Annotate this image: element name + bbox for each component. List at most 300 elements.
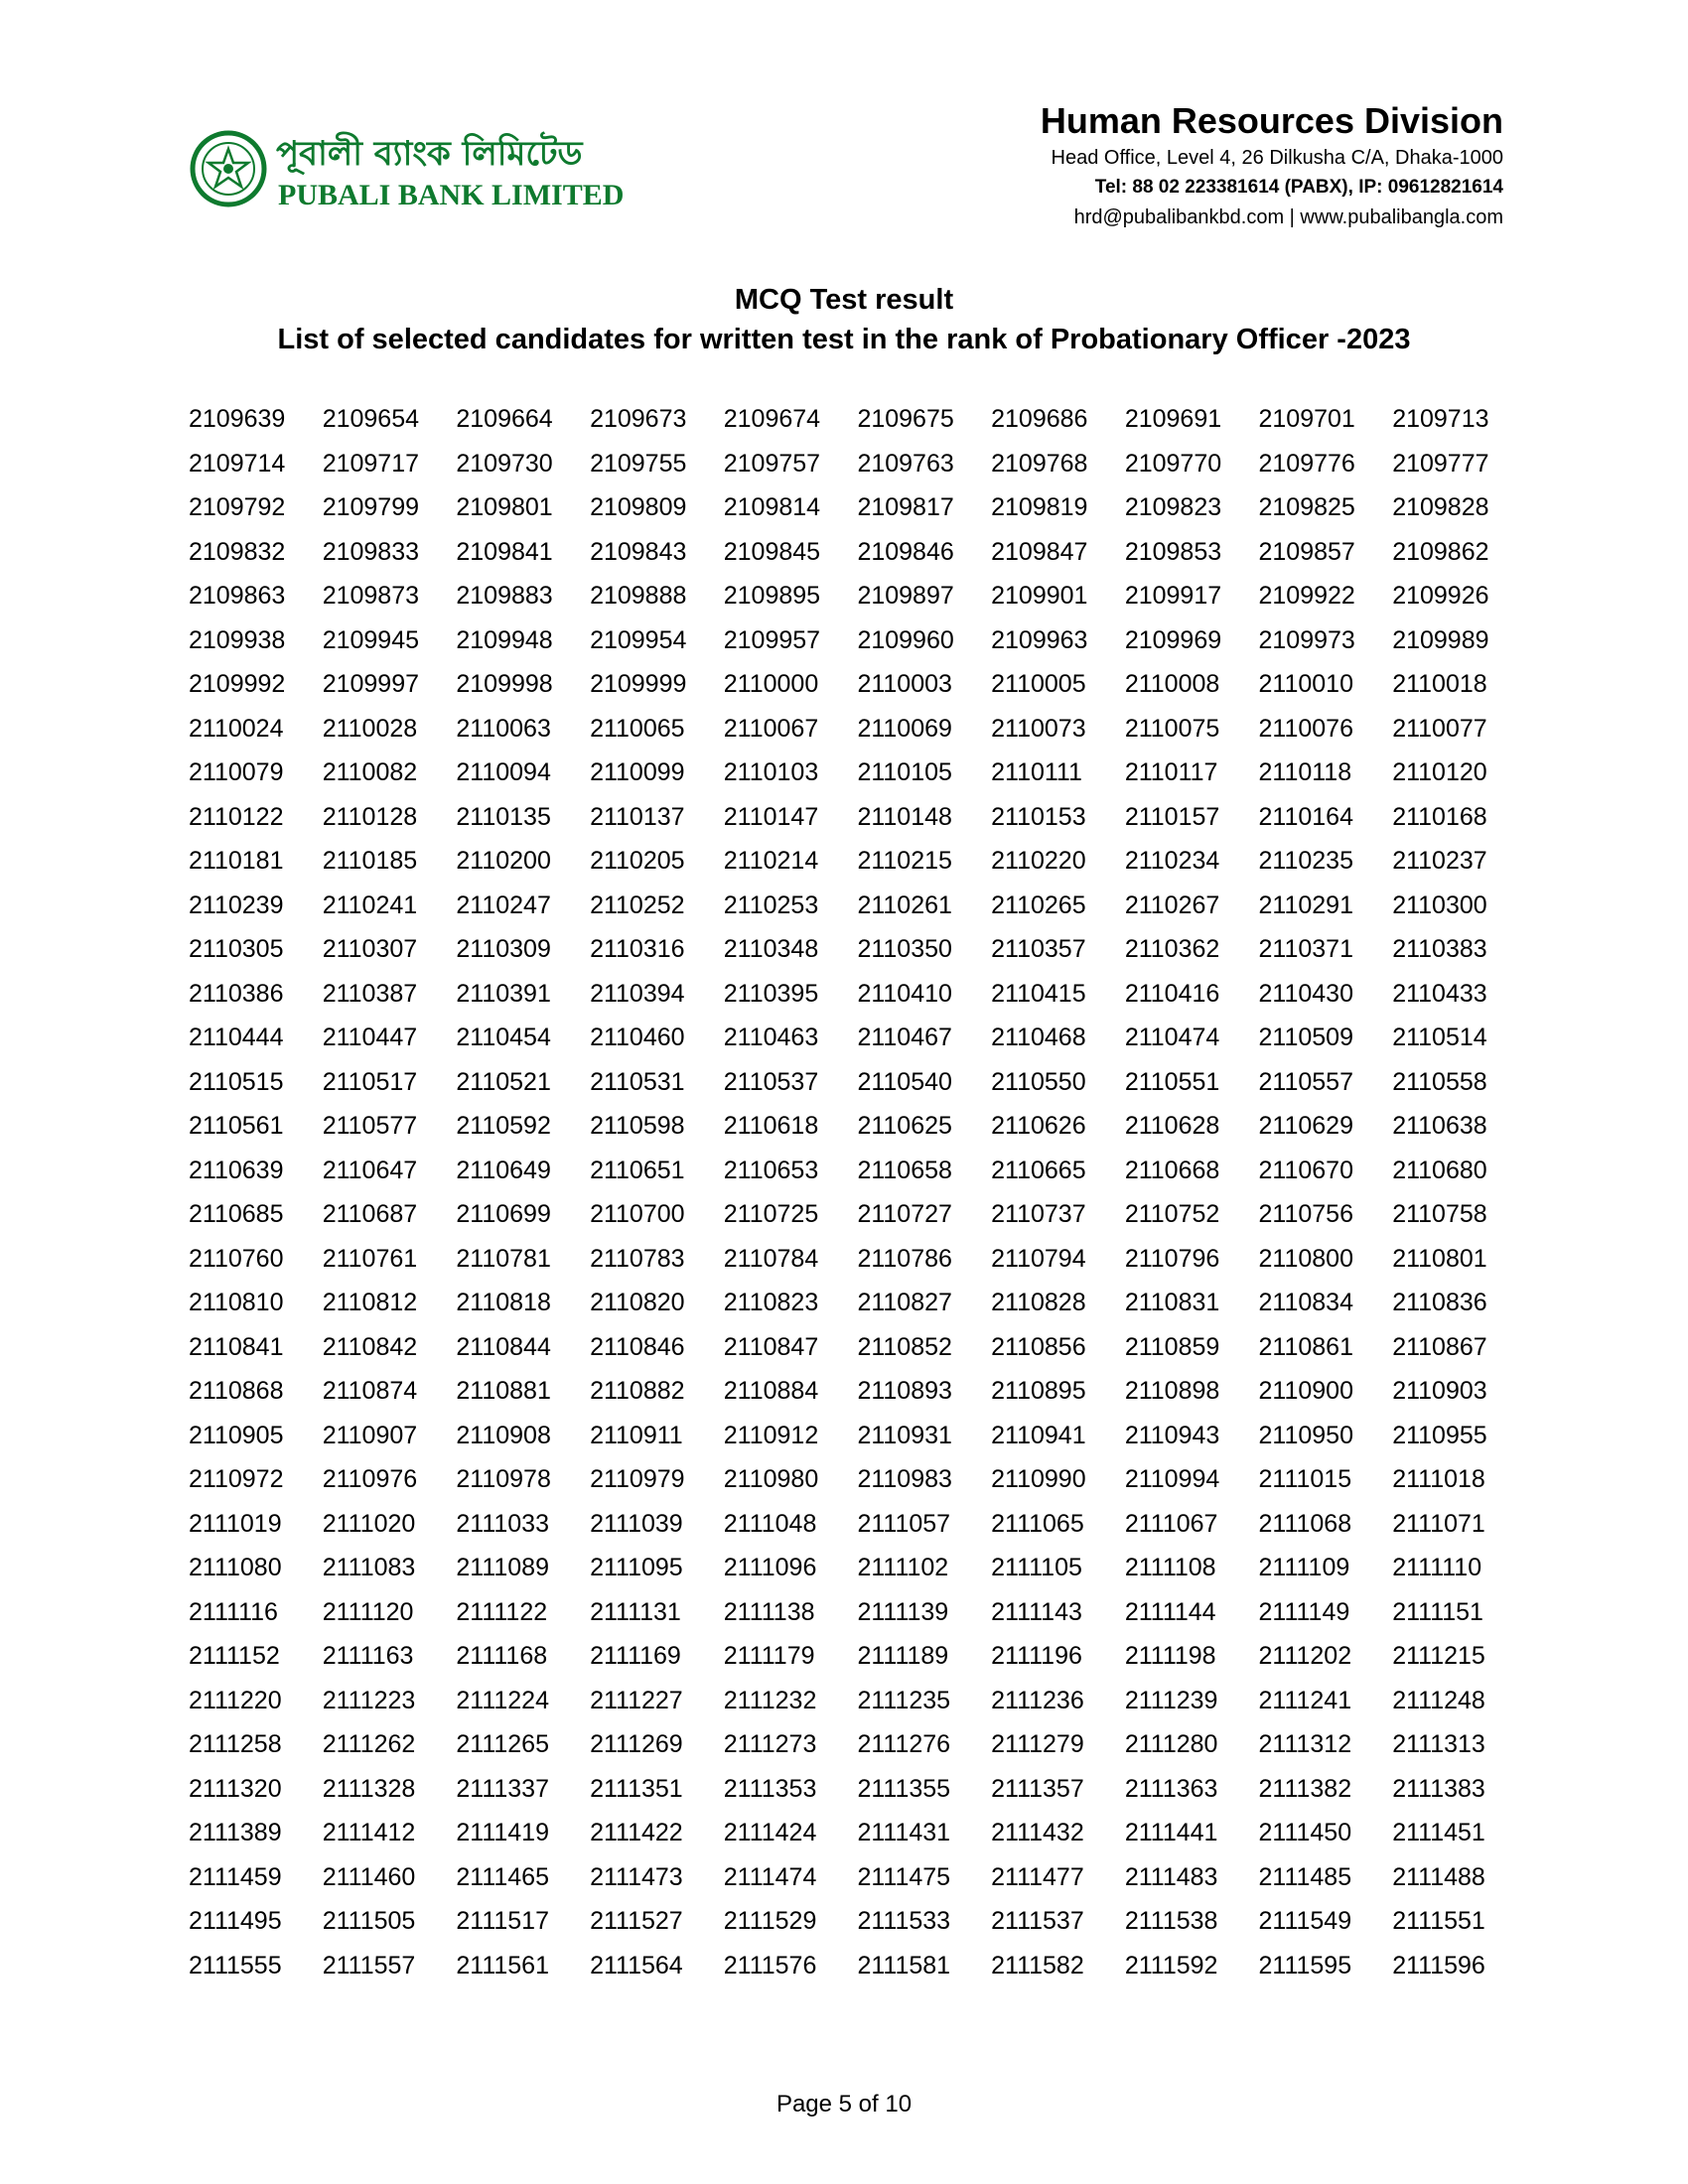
roll-number: 2110082 (322, 758, 418, 786)
roll-number: 2110447 (322, 1024, 418, 1051)
roll-number: 2110220 (991, 847, 1086, 875)
roll-number: 2110752 (1124, 1200, 1220, 1228)
roll-row (189, 1192, 1519, 1237)
roll-number: 2110881 (456, 1377, 551, 1405)
roll-number: 2109763 (857, 449, 954, 478)
roll-number: 2110234 (1124, 847, 1220, 875)
roll-number: 2111488 (1392, 1862, 1485, 1891)
roll-number: 2109957 (723, 625, 821, 654)
roll-row (189, 1722, 1519, 1767)
roll-number: 2110094 (456, 758, 551, 786)
roll-number: 2110348 (723, 935, 819, 963)
roll-row (189, 1502, 1519, 1547)
roll-number: 2111152 (189, 1642, 280, 1670)
roll-number: 2110828 (991, 1289, 1086, 1316)
roll-number: 2110725 (723, 1200, 819, 1228)
roll-number: 2109888 (590, 582, 687, 610)
roll-number: 2110818 (456, 1289, 551, 1316)
roll-number: 2110148 (857, 802, 952, 831)
roll-row (189, 1899, 1519, 1944)
roll-number: 2111549 (1258, 1907, 1352, 1935)
roll-number: 2110517 (322, 1067, 418, 1096)
roll-number: 2111475 (857, 1862, 951, 1891)
bank-emblem (193, 133, 264, 205)
roll-number: 2110558 (1392, 1067, 1487, 1096)
roll-number: 2110699 (456, 1200, 551, 1228)
roll-number: 2110099 (590, 758, 685, 786)
roll-number: 2111527 (590, 1907, 683, 1935)
roll-number: 2110371 (1258, 935, 1353, 963)
roll-number: 2109701 (1258, 405, 1355, 433)
roll-number: 2111235 (857, 1686, 951, 1714)
roll-number: 2110387 (322, 979, 418, 1008)
roll-number: 2111269 (590, 1730, 683, 1758)
roll-row (189, 1369, 1519, 1414)
roll-number: 2110626 (991, 1112, 1086, 1140)
roll-number: 2109819 (991, 493, 1088, 521)
roll-number: 2109730 (456, 449, 553, 478)
roll-number: 2110658 (857, 1156, 952, 1184)
roll-number: 2111431 (857, 1819, 951, 1846)
roll-number: 2109954 (590, 625, 687, 654)
roll-number: 2110515 (189, 1067, 284, 1096)
roll-number: 2111273 (723, 1730, 817, 1758)
roll-number: 2111108 (1124, 1554, 1216, 1581)
roll-number: 2111189 (857, 1642, 949, 1670)
roll-number: 2111276 (857, 1730, 951, 1758)
roll-row (189, 397, 1519, 442)
roll-number: 2109686 (991, 405, 1088, 433)
roll-number: 2110861 (1258, 1332, 1353, 1361)
roll-number: 2110856 (991, 1332, 1086, 1361)
roll-number: 2110550 (991, 1067, 1086, 1096)
bank-logo (189, 119, 655, 218)
roll-number: 2111473 (590, 1862, 683, 1891)
roll-number-grid (189, 397, 1519, 1987)
roll-row (189, 1414, 1519, 1458)
roll-number: 2110291 (1258, 890, 1353, 919)
roll-number: 2110410 (857, 979, 952, 1008)
roll-number: 2110430 (1258, 979, 1353, 1008)
roll-number: 2110670 (1258, 1156, 1353, 1184)
roll-number: 2109833 (322, 537, 420, 566)
roll-number: 2110003 (857, 670, 952, 698)
roll-row (189, 795, 1519, 840)
roll-row (189, 530, 1519, 575)
roll-number: 2111529 (723, 1907, 817, 1935)
roll-row (189, 1811, 1519, 1855)
roll-number: 2111422 (590, 1819, 683, 1846)
roll-number: 2110653 (723, 1156, 819, 1184)
roll-number: 2111131 (590, 1597, 681, 1626)
roll-number: 2111227 (590, 1686, 683, 1714)
roll-number: 2111483 (1124, 1862, 1218, 1891)
roll-number: 2109895 (723, 582, 821, 610)
roll-number: 2110852 (857, 1332, 952, 1361)
roll-number: 2110521 (456, 1067, 551, 1096)
roll-number: 2111328 (322, 1774, 416, 1803)
roll-number: 2110205 (590, 847, 685, 875)
roll-number: 2110168 (1392, 802, 1487, 831)
roll-row (189, 1149, 1519, 1193)
roll-number: 2110868 (189, 1377, 284, 1405)
roll-number: 2111465 (456, 1862, 549, 1891)
roll-number: 2111279 (991, 1730, 1084, 1758)
roll-number: 2109776 (1258, 449, 1355, 478)
roll-number: 2110157 (1124, 802, 1220, 831)
roll-number: 2111537 (991, 1907, 1084, 1935)
roll-number: 2110820 (590, 1289, 685, 1316)
roll-number: 2109777 (1392, 449, 1489, 478)
roll-number: 2111432 (991, 1819, 1084, 1846)
roll-row (189, 972, 1519, 1017)
roll-number: 2111451 (1392, 1819, 1485, 1846)
roll-number: 2111057 (857, 1509, 951, 1538)
roll-number: 2111320 (189, 1774, 282, 1803)
roll-number: 2110758 (1392, 1200, 1487, 1228)
roll-number: 2111561 (456, 1951, 549, 1979)
roll-number: 2110267 (1124, 890, 1220, 919)
roll-number: 2110908 (456, 1421, 551, 1449)
roll-number: 2109825 (1258, 493, 1355, 521)
roll-number: 2109989 (1392, 625, 1489, 654)
roll-number: 2109853 (1124, 537, 1222, 566)
roll-number: 2111232 (723, 1686, 817, 1714)
roll-number: 2109832 (189, 537, 286, 566)
roll-number: 2111089 (456, 1554, 549, 1581)
roll-number: 2109843 (590, 537, 687, 566)
roll-number: 2111236 (991, 1686, 1084, 1714)
roll-number: 2111039 (590, 1509, 683, 1538)
roll-number: 2110120 (1392, 758, 1487, 786)
roll-number: 2110796 (1124, 1244, 1220, 1273)
roll-number: 2109917 (1124, 582, 1222, 610)
roll-number: 2111110 (1392, 1554, 1482, 1581)
roll-row (189, 1634, 1519, 1679)
roll-number: 2110010 (1258, 670, 1353, 698)
roll-number: 2110727 (857, 1200, 952, 1228)
roll-number: 2109999 (590, 670, 687, 698)
roll-number: 2110247 (456, 890, 551, 919)
roll-number: 2110781 (456, 1244, 551, 1273)
roll-number: 2110668 (1124, 1156, 1220, 1184)
roll-number: 2111163 (322, 1642, 414, 1670)
roll-number: 2111357 (991, 1774, 1084, 1803)
roll-number: 2111033 (456, 1509, 549, 1538)
roll-number: 2110307 (322, 935, 418, 963)
roll-row (189, 884, 1519, 928)
roll-number: 2111071 (1392, 1509, 1485, 1538)
roll-number: 2110979 (590, 1465, 685, 1493)
roll-number: 2110625 (857, 1112, 952, 1140)
roll-number: 2111337 (456, 1774, 549, 1803)
roll-row (189, 1546, 1519, 1590)
roll-number: 2110844 (456, 1332, 551, 1361)
roll-number: 2111265 (456, 1730, 549, 1758)
roll-number: 2110786 (857, 1244, 952, 1273)
roll-number: 2111495 (189, 1907, 282, 1935)
roll-number: 2109817 (857, 493, 954, 521)
roll-number: 2110024 (189, 714, 284, 743)
roll-number: 2110827 (857, 1289, 952, 1316)
roll-number: 2110884 (723, 1377, 819, 1405)
roll-number: 2110651 (590, 1156, 685, 1184)
roll-number: 2109963 (991, 625, 1088, 654)
roll-number: 2110463 (723, 1024, 819, 1051)
roll-row (189, 1016, 1519, 1060)
roll-number: 2110794 (991, 1244, 1086, 1273)
roll-number: 2110316 (590, 935, 685, 963)
roll-number: 2110551 (1124, 1067, 1220, 1096)
roll-number: 2111116 (189, 1597, 278, 1626)
roll-number: 2111576 (723, 1951, 817, 1979)
roll-number: 2110300 (1392, 890, 1487, 919)
roll-number: 2111196 (991, 1642, 1082, 1670)
roll-number: 2110135 (456, 802, 551, 831)
roll-number: 2110638 (1392, 1112, 1487, 1140)
bank-logo-graphic (189, 119, 655, 218)
roll-number: 2110073 (991, 714, 1086, 743)
roll-number: 2109799 (322, 493, 420, 521)
roll-number: 2110076 (1258, 714, 1353, 743)
roll-number: 2110103 (723, 758, 819, 786)
roll-number: 2111538 (1124, 1907, 1218, 1935)
roll-number: 2110415 (991, 979, 1086, 1008)
roll-number: 2110867 (1392, 1332, 1487, 1361)
roll-number: 2109654 (322, 405, 420, 433)
roll-number: 2110628 (1124, 1112, 1220, 1140)
roll-number: 2110395 (723, 979, 819, 1008)
roll-number: 2110185 (322, 847, 418, 875)
roll-number: 2110810 (189, 1289, 284, 1316)
roll-number: 2110000 (723, 670, 819, 698)
roll-number: 2110433 (1392, 979, 1487, 1008)
roll-number: 2110649 (456, 1156, 551, 1184)
phone-line: Tel: 88 02 223381614 (PABX), IP: 09612821614 (1094, 177, 1503, 198)
roll-number: 2111202 (1258, 1642, 1352, 1670)
roll-number: 2111313 (1392, 1730, 1485, 1758)
roll-number: 2110846 (590, 1332, 685, 1361)
roll-number: 2110823 (723, 1289, 819, 1316)
roll-number: 2111083 (322, 1554, 416, 1581)
roll-number: 2110990 (991, 1465, 1086, 1493)
roll-number: 2109828 (1392, 493, 1489, 521)
roll-number: 2111220 (189, 1686, 282, 1714)
roll-number: 2109926 (1392, 582, 1489, 610)
roll-number: 2111224 (456, 1686, 549, 1714)
roll-row (189, 1944, 1519, 1988)
office-address: Head Office, Level 4, 26 Dilkusha C/A, Dhaka-1000 (1051, 147, 1503, 169)
roll-number: 2110994 (1124, 1465, 1220, 1493)
roll-number: 2110905 (189, 1421, 284, 1449)
roll-number: 2111474 (723, 1862, 817, 1891)
roll-number: 2111581 (857, 1951, 951, 1979)
roll-number: 2110882 (590, 1377, 685, 1405)
roll-number: 2110005 (991, 670, 1086, 698)
roll-number: 2110618 (723, 1112, 819, 1140)
roll-number: 2110200 (456, 847, 551, 875)
roll-number: 2109948 (456, 625, 553, 654)
roll-number: 2110592 (456, 1112, 551, 1140)
roll-number: 2110598 (590, 1112, 685, 1140)
roll-number: 2109973 (1258, 625, 1355, 654)
roll-number: 2110018 (1392, 670, 1487, 698)
roll-number: 2110128 (322, 802, 418, 831)
roll-number: 2110237 (1392, 847, 1487, 875)
roll-number: 2110079 (189, 758, 284, 786)
roll-number: 2111241 (1258, 1686, 1352, 1714)
roll-number: 2110137 (590, 802, 685, 831)
roll-number: 2110537 (723, 1067, 819, 1096)
roll-number: 2111351 (590, 1774, 683, 1803)
roll-number: 2111122 (456, 1597, 548, 1626)
roll-number: 2110841 (189, 1332, 284, 1361)
roll-number: 2110907 (322, 1421, 418, 1449)
roll-row (189, 1767, 1519, 1812)
roll-number: 2110514 (1392, 1024, 1487, 1051)
roll-number: 2111505 (322, 1907, 416, 1935)
roll-number: 2110391 (456, 979, 551, 1008)
roll-number: 2111018 (1392, 1465, 1485, 1493)
roll-number: 2111248 (1392, 1686, 1485, 1714)
roll-number: 2110834 (1258, 1289, 1353, 1316)
roll-number: 2110983 (857, 1465, 952, 1493)
roll-row (189, 1281, 1519, 1325)
roll-row (189, 574, 1519, 618)
roll-number: 2110980 (723, 1465, 819, 1493)
letterhead-contact (1041, 99, 1503, 232)
roll-number: 2110639 (189, 1156, 284, 1184)
roll-number: 2111596 (1392, 1951, 1485, 1979)
roll-number: 2110687 (322, 1200, 418, 1228)
roll-number: 2110874 (322, 1377, 418, 1405)
roll-number: 2110912 (723, 1421, 819, 1449)
document-subtitle: List of selected candidates for written test in the rank of Probationary Officer -2023 (277, 324, 1411, 355)
roll-number: 2111555 (189, 1951, 282, 1979)
roll-number: 2109673 (590, 405, 687, 433)
roll-number: 2109691 (1124, 405, 1222, 433)
roll-number: 2111280 (1124, 1730, 1218, 1758)
roll-number: 2111138 (723, 1597, 815, 1626)
roll-number: 2110305 (189, 935, 284, 963)
roll-number: 2110842 (322, 1332, 418, 1361)
roll-number: 2110685 (189, 1200, 284, 1228)
roll-number: 2110903 (1392, 1377, 1487, 1405)
roll-number: 2110812 (322, 1289, 418, 1316)
roll-number: 2109674 (723, 405, 821, 433)
roll-number: 2111105 (991, 1554, 1082, 1581)
roll-number: 2111383 (1392, 1774, 1485, 1803)
logo-english-text: PUBALI BANK LIMITED (278, 179, 625, 211)
roll-number: 2111151 (1392, 1597, 1483, 1626)
roll-number: 2110117 (1124, 758, 1218, 786)
roll-number: 2111262 (322, 1730, 416, 1758)
roll-number: 2110309 (456, 935, 551, 963)
roll-number: 2111533 (857, 1907, 951, 1935)
roll-number: 2111355 (857, 1774, 951, 1803)
roll-number: 2111258 (189, 1730, 282, 1758)
roll-number: 2110215 (857, 847, 952, 875)
roll-number: 2110460 (590, 1024, 685, 1051)
roll-number: 2110509 (1258, 1024, 1353, 1051)
roll-number: 2110941 (991, 1421, 1086, 1449)
roll-number: 2110252 (590, 890, 685, 919)
roll-number: 2111382 (1258, 1774, 1352, 1803)
roll-number: 2110241 (322, 890, 418, 919)
roll-number: 2111389 (189, 1819, 282, 1846)
roll-number: 2109792 (189, 493, 286, 521)
roll-number: 2109757 (723, 449, 821, 478)
roll-number: 2110362 (1124, 935, 1220, 963)
roll-number: 2111020 (322, 1509, 416, 1538)
roll-number: 2110122 (189, 802, 284, 831)
roll-number: 2109675 (857, 405, 954, 433)
page-number: Page 5 of 10 (775, 2091, 913, 2117)
roll-number: 2110800 (1258, 1244, 1353, 1273)
roll-number: 2111149 (1258, 1597, 1350, 1626)
roll-row (189, 707, 1519, 751)
roll-number: 2111353 (723, 1774, 817, 1803)
roll-number: 2110647 (322, 1156, 418, 1184)
email-web-line: hrd@pubalibankbd.com | www.pubalibangla.com (1073, 206, 1503, 228)
roll-number: 2109846 (857, 537, 954, 566)
roll-number: 2111460 (322, 1862, 416, 1891)
roll-number: 2110235 (1258, 847, 1353, 875)
roll-number: 2110931 (857, 1421, 952, 1449)
roll-number: 2110065 (590, 714, 685, 743)
roll-number: 2109639 (189, 405, 286, 433)
roll-number: 2110077 (1392, 714, 1487, 743)
roll-number: 2109922 (1258, 582, 1355, 610)
roll-number: 2111109 (1258, 1554, 1350, 1581)
roll-number: 2111143 (991, 1597, 1082, 1626)
roll-row (189, 442, 1519, 486)
roll-number: 2110467 (857, 1024, 952, 1051)
roll-number: 2110700 (590, 1200, 685, 1228)
roll-number: 2111477 (991, 1862, 1084, 1891)
roll-number: 2110761 (322, 1244, 418, 1273)
roll-row (189, 839, 1519, 884)
roll-number: 2111223 (322, 1686, 416, 1714)
roll-number: 2110474 (1124, 1024, 1220, 1051)
roll-number: 2109809 (590, 493, 687, 521)
roll-number: 2110028 (322, 714, 418, 743)
roll-number: 2110253 (723, 890, 819, 919)
roll-number: 2109863 (189, 582, 286, 610)
roll-number: 2110898 (1124, 1377, 1220, 1405)
roll-number: 2110911 (590, 1421, 683, 1449)
roll-number: 2109992 (189, 670, 286, 698)
roll-number: 2110893 (857, 1377, 952, 1405)
roll-row (189, 1590, 1519, 1635)
roll-row (189, 1457, 1519, 1502)
roll-number: 2109823 (1124, 493, 1222, 521)
roll-number: 2110153 (991, 802, 1086, 831)
roll-number: 2109969 (1124, 625, 1222, 654)
roll-number: 2111450 (1258, 1819, 1352, 1846)
roll-number: 2111144 (1124, 1597, 1216, 1626)
roll-number: 2110577 (322, 1112, 418, 1140)
roll-number: 2110557 (1258, 1067, 1353, 1096)
roll-number: 2109755 (590, 449, 687, 478)
roll-number: 2110900 (1258, 1377, 1353, 1405)
logo-bangla-text: পূবালী ব্যাংক লিমিটেড (276, 134, 583, 174)
roll-row (189, 1855, 1519, 1900)
roll-number: 2110950 (1258, 1421, 1353, 1449)
roll-number: 2111215 (1392, 1642, 1485, 1670)
roll-number: 2111459 (189, 1862, 282, 1891)
roll-number: 2111015 (1258, 1465, 1352, 1493)
